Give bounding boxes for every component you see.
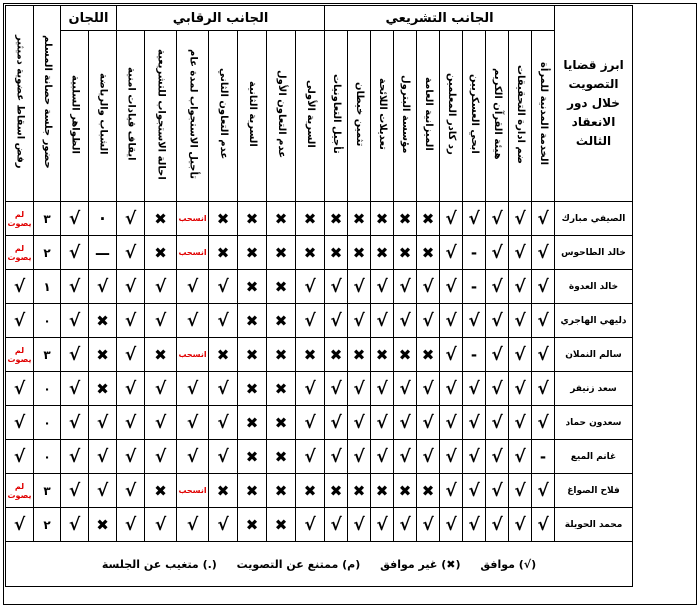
column-header-legislative-6 [394, 31, 417, 202]
vote-cell: √ [209, 372, 238, 406]
vote-cell: √ [440, 440, 463, 474]
vote-cell: √ [209, 406, 238, 440]
vote-cell: √ [177, 304, 209, 338]
vote-cell: √ [61, 304, 89, 338]
legend [6, 542, 633, 587]
vote-cell: ✖ [145, 236, 177, 270]
column-header-legislative-4 [440, 31, 463, 202]
vote-cell: √ [486, 406, 509, 440]
table-row [6, 304, 633, 338]
attendance-cell: ٠ [34, 440, 61, 474]
vote-cell: √ [145, 270, 177, 304]
vote-cell: √ [486, 508, 509, 542]
attendance-header: حضور جلسة حصانة المسلم [34, 6, 61, 202]
table-row [6, 202, 633, 236]
column-header-legislative-1 [509, 31, 532, 202]
vote-cell: √ [417, 440, 440, 474]
column-label: الميزانية العامة [423, 77, 434, 151]
vote-cell: ✖ [325, 236, 348, 270]
vote-cell: √ [417, 508, 440, 542]
vote-cell: ✖ [267, 372, 296, 406]
legend-row [6, 542, 633, 587]
vote-cell: ✖ [348, 474, 371, 508]
vote-cell: ✖ [348, 338, 371, 372]
member-name: سعد زنيفر [555, 372, 633, 406]
vote-cell: ✖ [417, 202, 440, 236]
column-header-legislative-2 [486, 31, 509, 202]
column-header-legislative-5 [417, 31, 440, 202]
vote-cell: √ [325, 440, 348, 474]
vote-cell: √ [145, 406, 177, 440]
vote-cell: √ [145, 304, 177, 338]
attendance-cell: ١ [34, 270, 61, 304]
vote-cell: √ [371, 406, 394, 440]
vote-cell: ✖ [267, 474, 296, 508]
column-header-legislative-9 [325, 31, 348, 202]
vote-cell: ✖ [238, 338, 267, 372]
vote-cell: √ [325, 406, 348, 440]
vote-cell: ✖ [325, 474, 348, 508]
column-label: مؤسسة البترول [400, 74, 411, 154]
vote-cell: √ [486, 372, 509, 406]
vote-cell: ✖ [145, 202, 177, 236]
column-header-legislative-3 [463, 31, 486, 202]
vote-cell: ✖ [417, 236, 440, 270]
refusal-cell: √ [6, 372, 34, 406]
vote-cell: ✖ [394, 474, 417, 508]
vote-cell: ✖ [267, 304, 296, 338]
attendance-cell: ٢ [34, 236, 61, 270]
vote-cell: √ [440, 304, 463, 338]
attendance-cell: ٠ [34, 372, 61, 406]
vote-cell: √ [463, 406, 486, 440]
refusal-cell: لم يصوت [6, 474, 34, 508]
member-name: خالد العدوة [555, 270, 633, 304]
vote-cell: √ [532, 474, 555, 508]
group-committees: اللجان [61, 6, 117, 31]
vote-cell: √ [209, 304, 238, 338]
refusal-cell: لم يصوت [6, 338, 34, 372]
column-label: ضم ادارة التحقيقات [515, 64, 526, 164]
vote-cell: √ [209, 270, 238, 304]
vote-cell: √ [440, 270, 463, 304]
vote-cell: ✖ [267, 236, 296, 270]
column-header-legislative-0 [532, 31, 555, 202]
refusal-cell: لم يصوت [6, 236, 34, 270]
vote-cell: انسحب [177, 474, 209, 508]
members-body [6, 202, 633, 542]
member-name: محمد الحويلة [555, 508, 633, 542]
column-label: احالة الاستجواب للتشريعية [155, 48, 167, 180]
vote-cell: √ [177, 440, 209, 474]
legend-absent: (.) متغيب عن الجلسة [101, 557, 217, 571]
vote-cell: √ [61, 372, 89, 406]
vote-cell: √ [209, 508, 238, 542]
refusal-header: رفض اسقاط عضوية دميثير [6, 6, 34, 202]
column-label: تعديلات اللائحة [377, 78, 388, 150]
vote-cell: ✖ [238, 474, 267, 508]
vote-cell: √ [532, 270, 555, 304]
vote-cell: - [463, 338, 486, 372]
vote-cell: ✖ [238, 508, 267, 542]
vote-cell: ✖ [296, 338, 325, 372]
legend-abstain: (م) ممتنع عن التصويت [236, 557, 361, 571]
column-label: تأجيل الاستجواب لمدة عام [187, 49, 199, 179]
vote-cell: √ [440, 202, 463, 236]
issues-header [555, 6, 633, 202]
column-label: رد كادر المعلمين [446, 73, 457, 155]
vote-cell: √ [296, 270, 325, 304]
vote-cell: ✖ [296, 202, 325, 236]
refusal-cell: √ [6, 508, 34, 542]
vote-cell: √ [371, 304, 394, 338]
vote-cell: √ [89, 406, 117, 440]
vote-cell: √ [509, 270, 532, 304]
column-header-oversight-1 [267, 31, 296, 202]
vote-cell: √ [117, 338, 145, 372]
vote-cell: √ [348, 270, 371, 304]
member-name: الصيفي مبارك [555, 202, 633, 236]
attendance-cell: ٠ [34, 304, 61, 338]
group-oversight: الجانب الرقابي [117, 6, 325, 31]
vote-cell: √ [117, 304, 145, 338]
vote-cell: ✖ [209, 202, 238, 236]
vote-cell: √ [532, 304, 555, 338]
attendance-cell: ٣ [34, 474, 61, 508]
column-header-oversight-6 [117, 31, 145, 202]
member-name: دليهي الهاجري [555, 304, 633, 338]
table-row [6, 406, 633, 440]
vote-cell: √ [61, 270, 89, 304]
vote-cell: √ [394, 406, 417, 440]
vote-cell: √ [463, 304, 486, 338]
column-label: عدم التعاون الثاني [218, 68, 229, 160]
vote-cell: √ [348, 508, 371, 542]
vote-cell: ✖ [296, 236, 325, 270]
vote-cell: √ [348, 304, 371, 338]
vote-cell: √ [61, 474, 89, 508]
vote-cell: √ [209, 440, 238, 474]
vote-cell: ✖ [238, 270, 267, 304]
vote-cell: √ [177, 270, 209, 304]
vote-cell: √ [486, 440, 509, 474]
vote-cell: √ [394, 440, 417, 474]
vote-cell: √ [532, 508, 555, 542]
vote-cell: √ [509, 406, 532, 440]
member-name: غانم الميع [555, 440, 633, 474]
column-header-committees-0 [89, 31, 117, 202]
vote-cell: · [89, 202, 117, 236]
vote-cell: ✖ [371, 236, 394, 270]
vote-cell: √ [509, 508, 532, 542]
vote-cell: ✖ [209, 474, 238, 508]
vote-cell: √ [61, 440, 89, 474]
vote-cell: √ [532, 406, 555, 440]
vote-cell: ✖ [238, 202, 267, 236]
vote-cell: √ [177, 406, 209, 440]
column-header-oversight-2 [238, 31, 267, 202]
column-header-legislative-7 [371, 31, 394, 202]
vote-cell: √ [394, 304, 417, 338]
vote-cell: √ [61, 508, 89, 542]
member-name: فلاح الصواغ [555, 474, 633, 508]
refusal-cell: √ [6, 304, 34, 338]
vote-cell: √ [325, 372, 348, 406]
vote-cell: √ [417, 372, 440, 406]
vote-cell: ✖ [417, 338, 440, 372]
vote-cell: √ [89, 270, 117, 304]
vote-cell: √ [440, 508, 463, 542]
vote-cell: √ [486, 304, 509, 338]
attendance-cell: ٣ [34, 338, 61, 372]
vote-cell: √ [117, 508, 145, 542]
vote-cell: √ [486, 236, 509, 270]
vote-cell: √ [463, 202, 486, 236]
vote-cell: ✖ [267, 338, 296, 372]
vote-cell: انسحب [177, 236, 209, 270]
vote-cell: √ [440, 236, 463, 270]
vote-cell: √ [325, 508, 348, 542]
vote-cell: ✖ [371, 474, 394, 508]
vote-cell: ✖ [267, 270, 296, 304]
vote-cell: ✖ [238, 440, 267, 474]
column-label: الخدمة المدنية للمرأة [538, 62, 549, 166]
vote-cell: — [89, 236, 117, 270]
vote-cell: √ [371, 440, 394, 474]
vote-cell: √ [486, 270, 509, 304]
column-label: الشباب والرياضة [97, 73, 109, 155]
vote-cell: √ [348, 406, 371, 440]
vote-cell: - [463, 270, 486, 304]
vote-cell: √ [532, 202, 555, 236]
vote-cell: √ [486, 202, 509, 236]
vote-cell: √ [417, 304, 440, 338]
vote-cell: انسحب [177, 202, 209, 236]
vote-cell: ✖ [394, 202, 417, 236]
vote-cell: ✖ [145, 338, 177, 372]
column-label: الظواهر السلبية [69, 74, 81, 154]
column-header-row [6, 31, 633, 202]
vote-cell: √ [117, 440, 145, 474]
vote-cell: ✖ [89, 508, 117, 542]
vote-cell: √ [509, 474, 532, 508]
vote-cell: √ [89, 474, 117, 508]
vote-cell: √ [440, 372, 463, 406]
vote-cell: ✖ [238, 236, 267, 270]
refusal-cell: لم يصوت [6, 202, 34, 236]
vote-cell: √ [117, 236, 145, 270]
vote-cell: √ [509, 202, 532, 236]
vote-cell: √ [509, 372, 532, 406]
vote-cell: √ [532, 338, 555, 372]
vote-cell: ✖ [238, 406, 267, 440]
vote-cell: √ [463, 474, 486, 508]
attendance-cell: ٣ [34, 202, 61, 236]
column-label: السرية الأولى [305, 80, 316, 148]
vote-cell: √ [371, 270, 394, 304]
vote-cell: ✖ [417, 474, 440, 508]
table-row [6, 474, 633, 508]
vote-cell: ✖ [348, 236, 371, 270]
column-header-oversight-5 [145, 31, 177, 202]
attendance-cell: ٠ [34, 406, 61, 440]
voting-table [5, 5, 633, 587]
vote-cell: ✖ [238, 304, 267, 338]
refusal-cell: √ [6, 406, 34, 440]
vote-cell: √ [486, 474, 509, 508]
vote-cell: ✖ [145, 474, 177, 508]
vote-cell: √ [177, 508, 209, 542]
vote-cell: - [463, 236, 486, 270]
vote-cell: √ [145, 440, 177, 474]
vote-cell: √ [145, 372, 177, 406]
vote-cell: ✖ [394, 236, 417, 270]
vote-cell: √ [509, 236, 532, 270]
column-header-legislative-8 [348, 31, 371, 202]
refusal-cell: √ [6, 270, 34, 304]
column-header-oversight-3 [209, 31, 238, 202]
vote-cell: ✖ [348, 202, 371, 236]
column-label: تأجيل التعاونيات [331, 74, 342, 154]
vote-cell: ✖ [325, 338, 348, 372]
vote-cell: √ [296, 372, 325, 406]
vote-cell: √ [371, 508, 394, 542]
vote-cell: √ [296, 508, 325, 542]
vote-cell: √ [61, 236, 89, 270]
vote-cell: ✖ [89, 372, 117, 406]
table-row [6, 440, 633, 474]
vote-cell: √ [117, 372, 145, 406]
vote-cell: √ [417, 406, 440, 440]
vote-cell: √ [394, 270, 417, 304]
vote-cell: √ [417, 270, 440, 304]
vote-cell: √ [463, 508, 486, 542]
vote-cell: √ [440, 338, 463, 372]
vote-cell: ✖ [267, 440, 296, 474]
vote-cell: √ [145, 508, 177, 542]
table-row [6, 236, 633, 270]
column-label: السرية الثانية [247, 81, 258, 147]
vote-cell: √ [61, 338, 89, 372]
vote-cell: انسحب [177, 338, 209, 372]
member-name: سعدون حماد [555, 406, 633, 440]
vote-cell: ✖ [394, 338, 417, 372]
vote-cell: √ [117, 406, 145, 440]
vote-cell: √ [371, 372, 394, 406]
vote-cell: √ [509, 338, 532, 372]
vote-cell: √ [177, 372, 209, 406]
vote-cell: √ [296, 406, 325, 440]
vote-cell: √ [348, 372, 371, 406]
vote-cell: √ [463, 372, 486, 406]
refusal-cell: √ [6, 440, 34, 474]
vote-cell: ✖ [267, 202, 296, 236]
column-label: هيئة القرآن الكريم [492, 68, 503, 160]
vote-cell: ✖ [371, 202, 394, 236]
vote-cell: ✖ [209, 236, 238, 270]
column-header-oversight-0 [296, 31, 325, 202]
column-label: عدم التعاون الأول [276, 69, 287, 159]
vote-cell: √ [348, 440, 371, 474]
column-label: ابحي العسكريين [469, 74, 480, 154]
vote-cell: ✖ [267, 508, 296, 542]
column-label: ايقاف قيادات امنية [125, 67, 137, 161]
vote-cell: ✖ [209, 338, 238, 372]
vote-cell: - [532, 440, 555, 474]
issues-header-text: ابرز قضايا التصويت خلال دور الانعقاد الثالث [563, 58, 624, 148]
vote-cell: √ [440, 406, 463, 440]
vote-cell: √ [394, 508, 417, 542]
member-name: سالم النملان [555, 338, 633, 372]
vote-cell: √ [440, 474, 463, 508]
vote-cell: √ [296, 304, 325, 338]
table-row [6, 338, 633, 372]
group-legislative: الجانب التشريعي [325, 6, 555, 31]
table-row [6, 372, 633, 406]
vote-cell: √ [532, 372, 555, 406]
vote-cell: √ [117, 202, 145, 236]
vote-cell: √ [296, 440, 325, 474]
attendance-cell: ٢ [34, 508, 61, 542]
vote-cell: ✖ [238, 372, 267, 406]
vote-cell: √ [509, 304, 532, 338]
vote-cell: ✖ [296, 474, 325, 508]
vote-cell: ✖ [89, 304, 117, 338]
vote-cell: ✖ [325, 202, 348, 236]
vote-cell: √ [394, 372, 417, 406]
member-name: خالد الطاحوس [555, 236, 633, 270]
vote-cell: ✖ [89, 338, 117, 372]
group-header-row [6, 6, 633, 31]
column-header-committees-1 [61, 31, 89, 202]
column-label: تثمين خيطان [354, 81, 365, 147]
table-row [6, 508, 633, 542]
vote-cell: √ [325, 304, 348, 338]
vote-cell: √ [117, 270, 145, 304]
vote-cell: √ [117, 474, 145, 508]
legend-disagree: (✖) غير موافق [380, 557, 461, 571]
vote-cell: √ [89, 440, 117, 474]
vote-cell: √ [325, 270, 348, 304]
vote-cell: √ [486, 338, 509, 372]
column-header-oversight-4 [177, 31, 209, 202]
vote-cell: √ [61, 406, 89, 440]
table-row [6, 270, 633, 304]
legend-agree: (√) موافق [480, 557, 537, 571]
vote-cell: ✖ [371, 338, 394, 372]
vote-cell: √ [509, 440, 532, 474]
vote-cell: ✖ [267, 406, 296, 440]
vote-cell: √ [61, 202, 89, 236]
vote-cell: √ [532, 236, 555, 270]
vote-cell: √ [463, 440, 486, 474]
